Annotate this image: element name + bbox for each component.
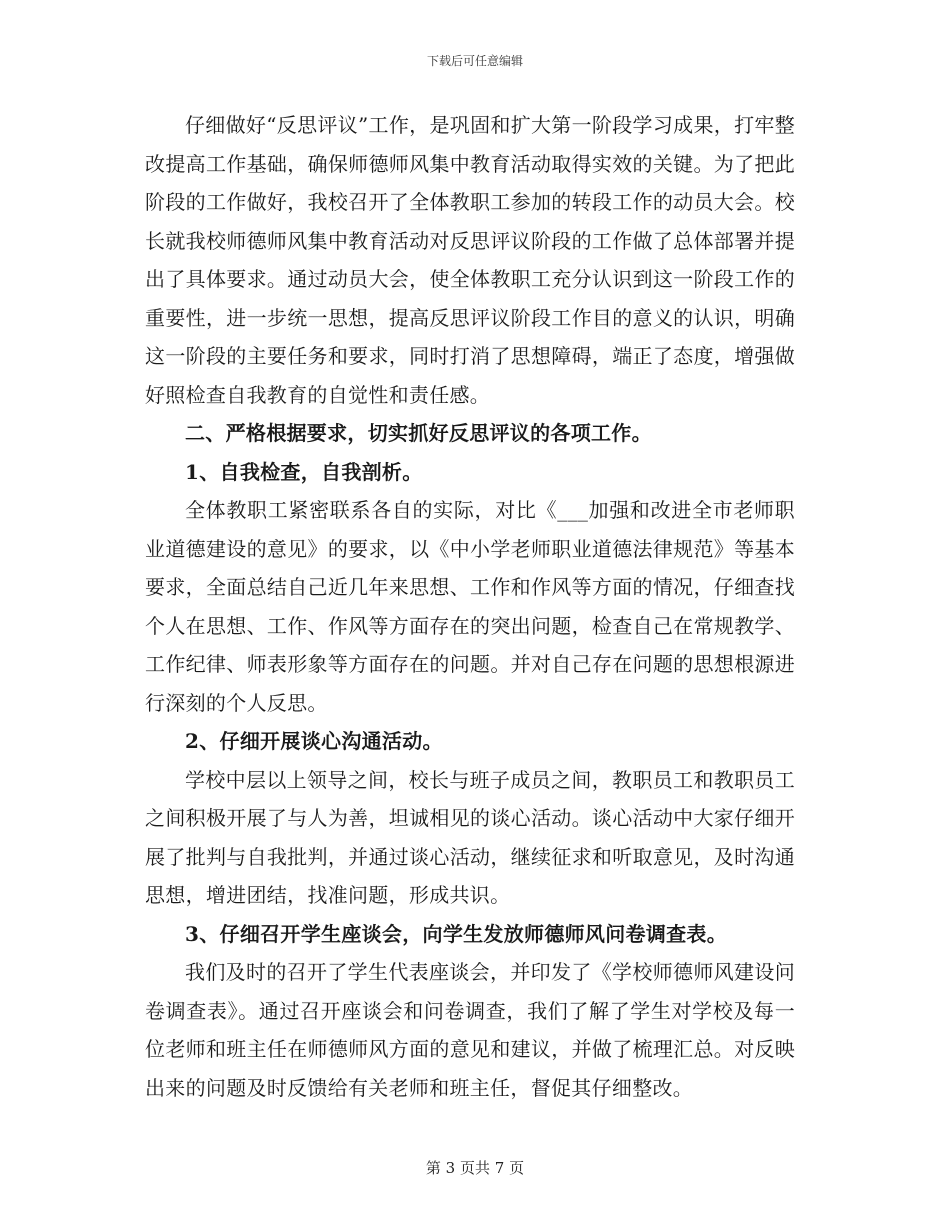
section-heading-2: 二、严格根据要求，切实抓好反思评议的各项工作。 bbox=[185, 421, 652, 445]
intro-paragraph: 仔细做好“反思评议”工作，是巩固和扩大第一阶段学习成果，打牢整改提高工作基础，确保师德师风集中教育活动取得实效的关键。为了把此阶段的工作做好，我校召开了全体教职工参加的转段工作的动员大会。校长就我校师德师风集中教育活动对反思评议阶段的工作做了总体部署并提出了具体要求。通过动员大会，使全体教职工充分认识到这一阶段工作的重要性，进一步统一思想，提高反思评议阶段工作目的意义的认识，明确这一阶段的主要任务和要求，同时打消了思想障碍，端正了态度，增强做好照检查自我教育的自觉性和责任感。 bbox=[145, 113, 795, 407]
subsection-paragraph-2: 学校中层以上领导之间，校长与班子成员之间，教职员工和教职员工之间积极开展了与人为善，坦诚相见的谈心活动。谈心活动中大家仔细开展了批判与自我批判，并通过谈心活动，继续征求和听取意见，及时沟通思想，增进团结，找准问题，形成共识。 bbox=[145, 767, 795, 907]
subsection-paragraph-3: 我们及时的召开了学生代表座谈会，并印发了《学校师德师风建设问卷调查表》。通过召开座谈会和问卷调查，我们了解了学生对学校及每一位老师和班主任在师德师风方面的意见和建议，并做了梳理汇总。对反映出来的问题及时反馈给有关老师和班主任，督促其仔细整改。 bbox=[145, 960, 795, 1100]
subsection-paragraph-1: 全体教职工紧密联系各自的实际，对比《___加强和改进全市老师职业道德建设的意见》的要求，以《中小学老师职业道德法律规范》等基本要求，全面总结自己近几年来思想、工作和作风等方面的情况，仔细查找个人在思想、工作、作风等方面存在的突出问题，检查自己在常规教学、工作纪律、师表形象等方面存在的问题。并对自己存在问题的思想根源进行深刻的个人反思。 bbox=[145, 498, 795, 715]
page-footer: 第 3 页共 7 页 bbox=[425, 1159, 525, 1177]
subsection-heading-1: 1、自我检查，自我剖析。 bbox=[185, 459, 423, 484]
document-body bbox=[145, 106, 795, 1107]
subsection-heading-2: 2、仔细开展谈心沟通活动。 bbox=[185, 729, 443, 753]
subsection-heading-3: 3、仔细召开学生座谈会，向学生发放师德师风问卷调查表。 bbox=[185, 921, 728, 946]
page-header: 下载后可任意编辑 bbox=[426, 54, 523, 68]
